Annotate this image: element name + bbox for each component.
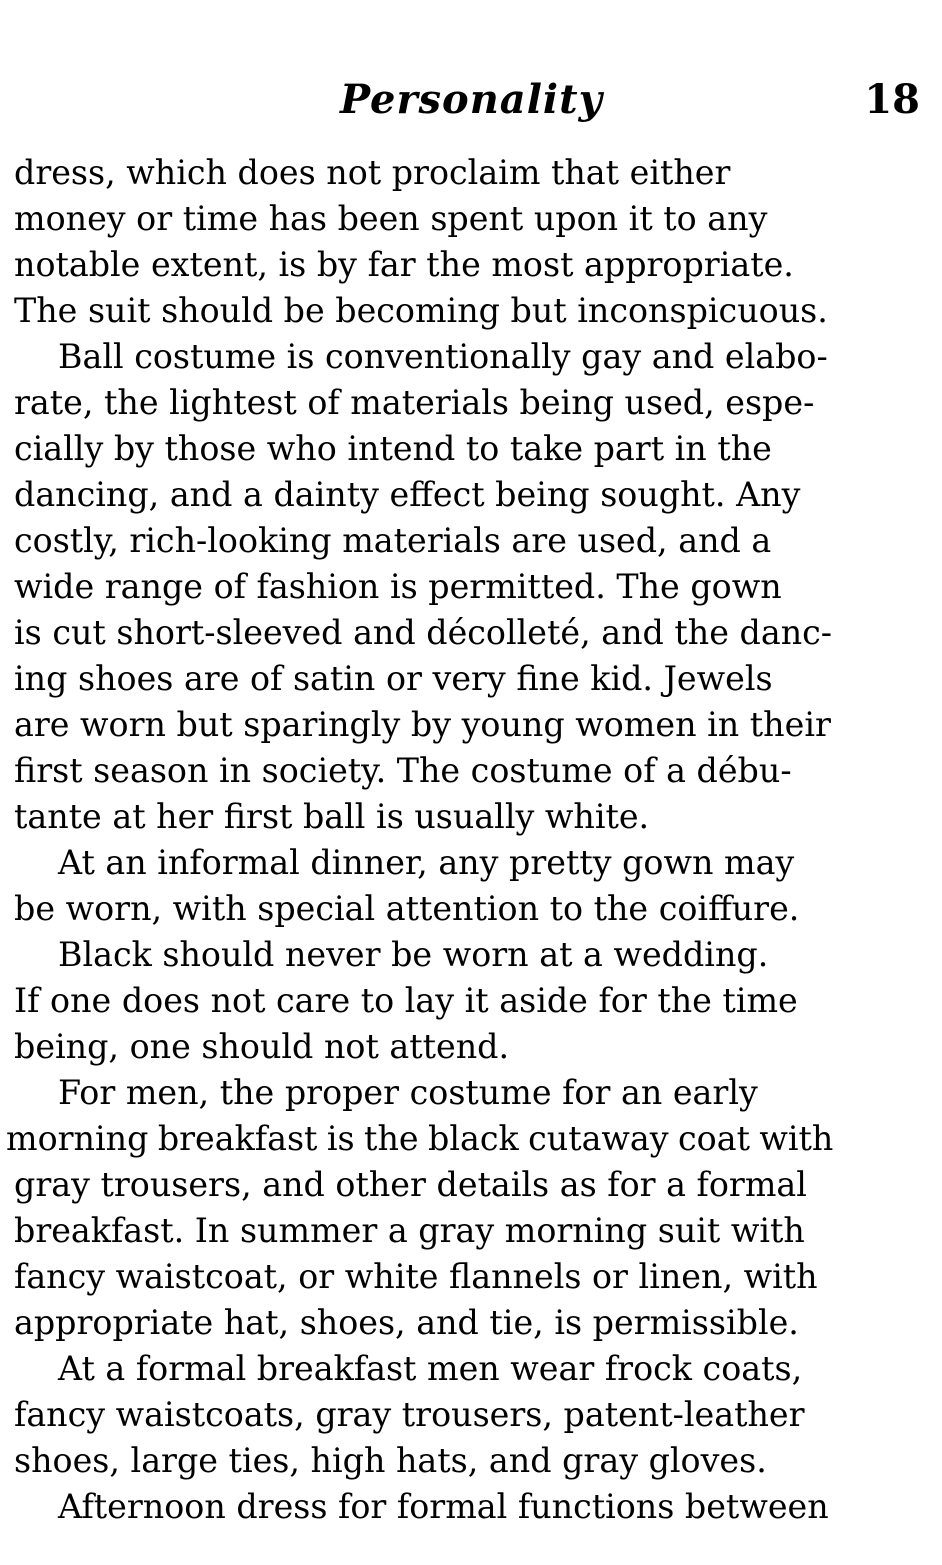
text-line: morning breakfast is the black cutaway coat with <box>6 1119 834 1158</box>
paragraph-start-line: Afternoon dress for formal functions between <box>58 1487 829 1526</box>
paragraph-start-line: At an informal dinner, any pretty gown may <box>58 843 795 882</box>
text-line: are worn but sparingly by young women in their <box>14 705 831 744</box>
text-line: cially by those who intend to take part in the <box>14 429 772 468</box>
paragraph-start-line: Black should never be worn at a wedding. <box>58 935 769 974</box>
page-number: 18 <box>864 76 920 123</box>
text-line: first season in society. The costume of a débu- <box>14 751 792 790</box>
paragraph-start-line: At a formal breakfast men wear frock coats, <box>58 1349 803 1388</box>
paragraph-end-line: appropriate hat, shoes, and tie, is permissible. <box>14 1303 799 1342</box>
text-line: money or time has been spent upon it to any <box>14 199 768 238</box>
paragraph-start-line: For men, the proper costume for an early <box>58 1073 758 1112</box>
text-line: costly, rich-looking materials are used, and a <box>14 521 772 560</box>
paragraph-end-line: shoes, large ties, high hats, and gray gloves. <box>14 1441 767 1480</box>
text-line: dancing, and a dainty effect being sought. Any <box>14 475 801 514</box>
text-line: fancy waistcoats, gray trousers, patent-leather <box>14 1395 805 1434</box>
text-line: notable extent, is by far the most appropriate. <box>14 245 794 284</box>
text-line: rate, the lightest of materials being used, espe- <box>14 383 815 422</box>
body-text <box>6 150 918 1530</box>
text-line: is cut short-sleeved and décolleté, and the danc- <box>14 613 833 652</box>
text-line: wide range of fashion is permitted. The gown <box>14 567 782 606</box>
running-title: Personality <box>340 76 603 123</box>
text-line: The suit should be becoming but inconspicuous. <box>14 291 828 330</box>
text-line: ing shoes are of satin or very fine kid. Jewels <box>14 659 773 698</box>
text-line: fancy waistcoat, or white flannels or linen, with <box>14 1257 818 1296</box>
paragraph-end-line: being, one should not attend. <box>14 1027 510 1066</box>
paragraph-end-line: tante at her first ball is usually white. <box>14 797 650 836</box>
paragraph-start-line: Ball costume is conventionally gay and elabo- <box>58 337 828 376</box>
running-head <box>0 72 942 132</box>
text-line: If one does not care to lay it aside for the time <box>14 981 798 1020</box>
paragraph-end-line: be worn, with special attention to the coiffure. <box>14 889 800 928</box>
text-line: breakfast. In summer a gray morning suit with <box>14 1211 805 1250</box>
text-line: gray trousers, and other details as for a formal <box>14 1165 807 1204</box>
text-line: dress, which does not proclaim that either <box>14 153 731 192</box>
